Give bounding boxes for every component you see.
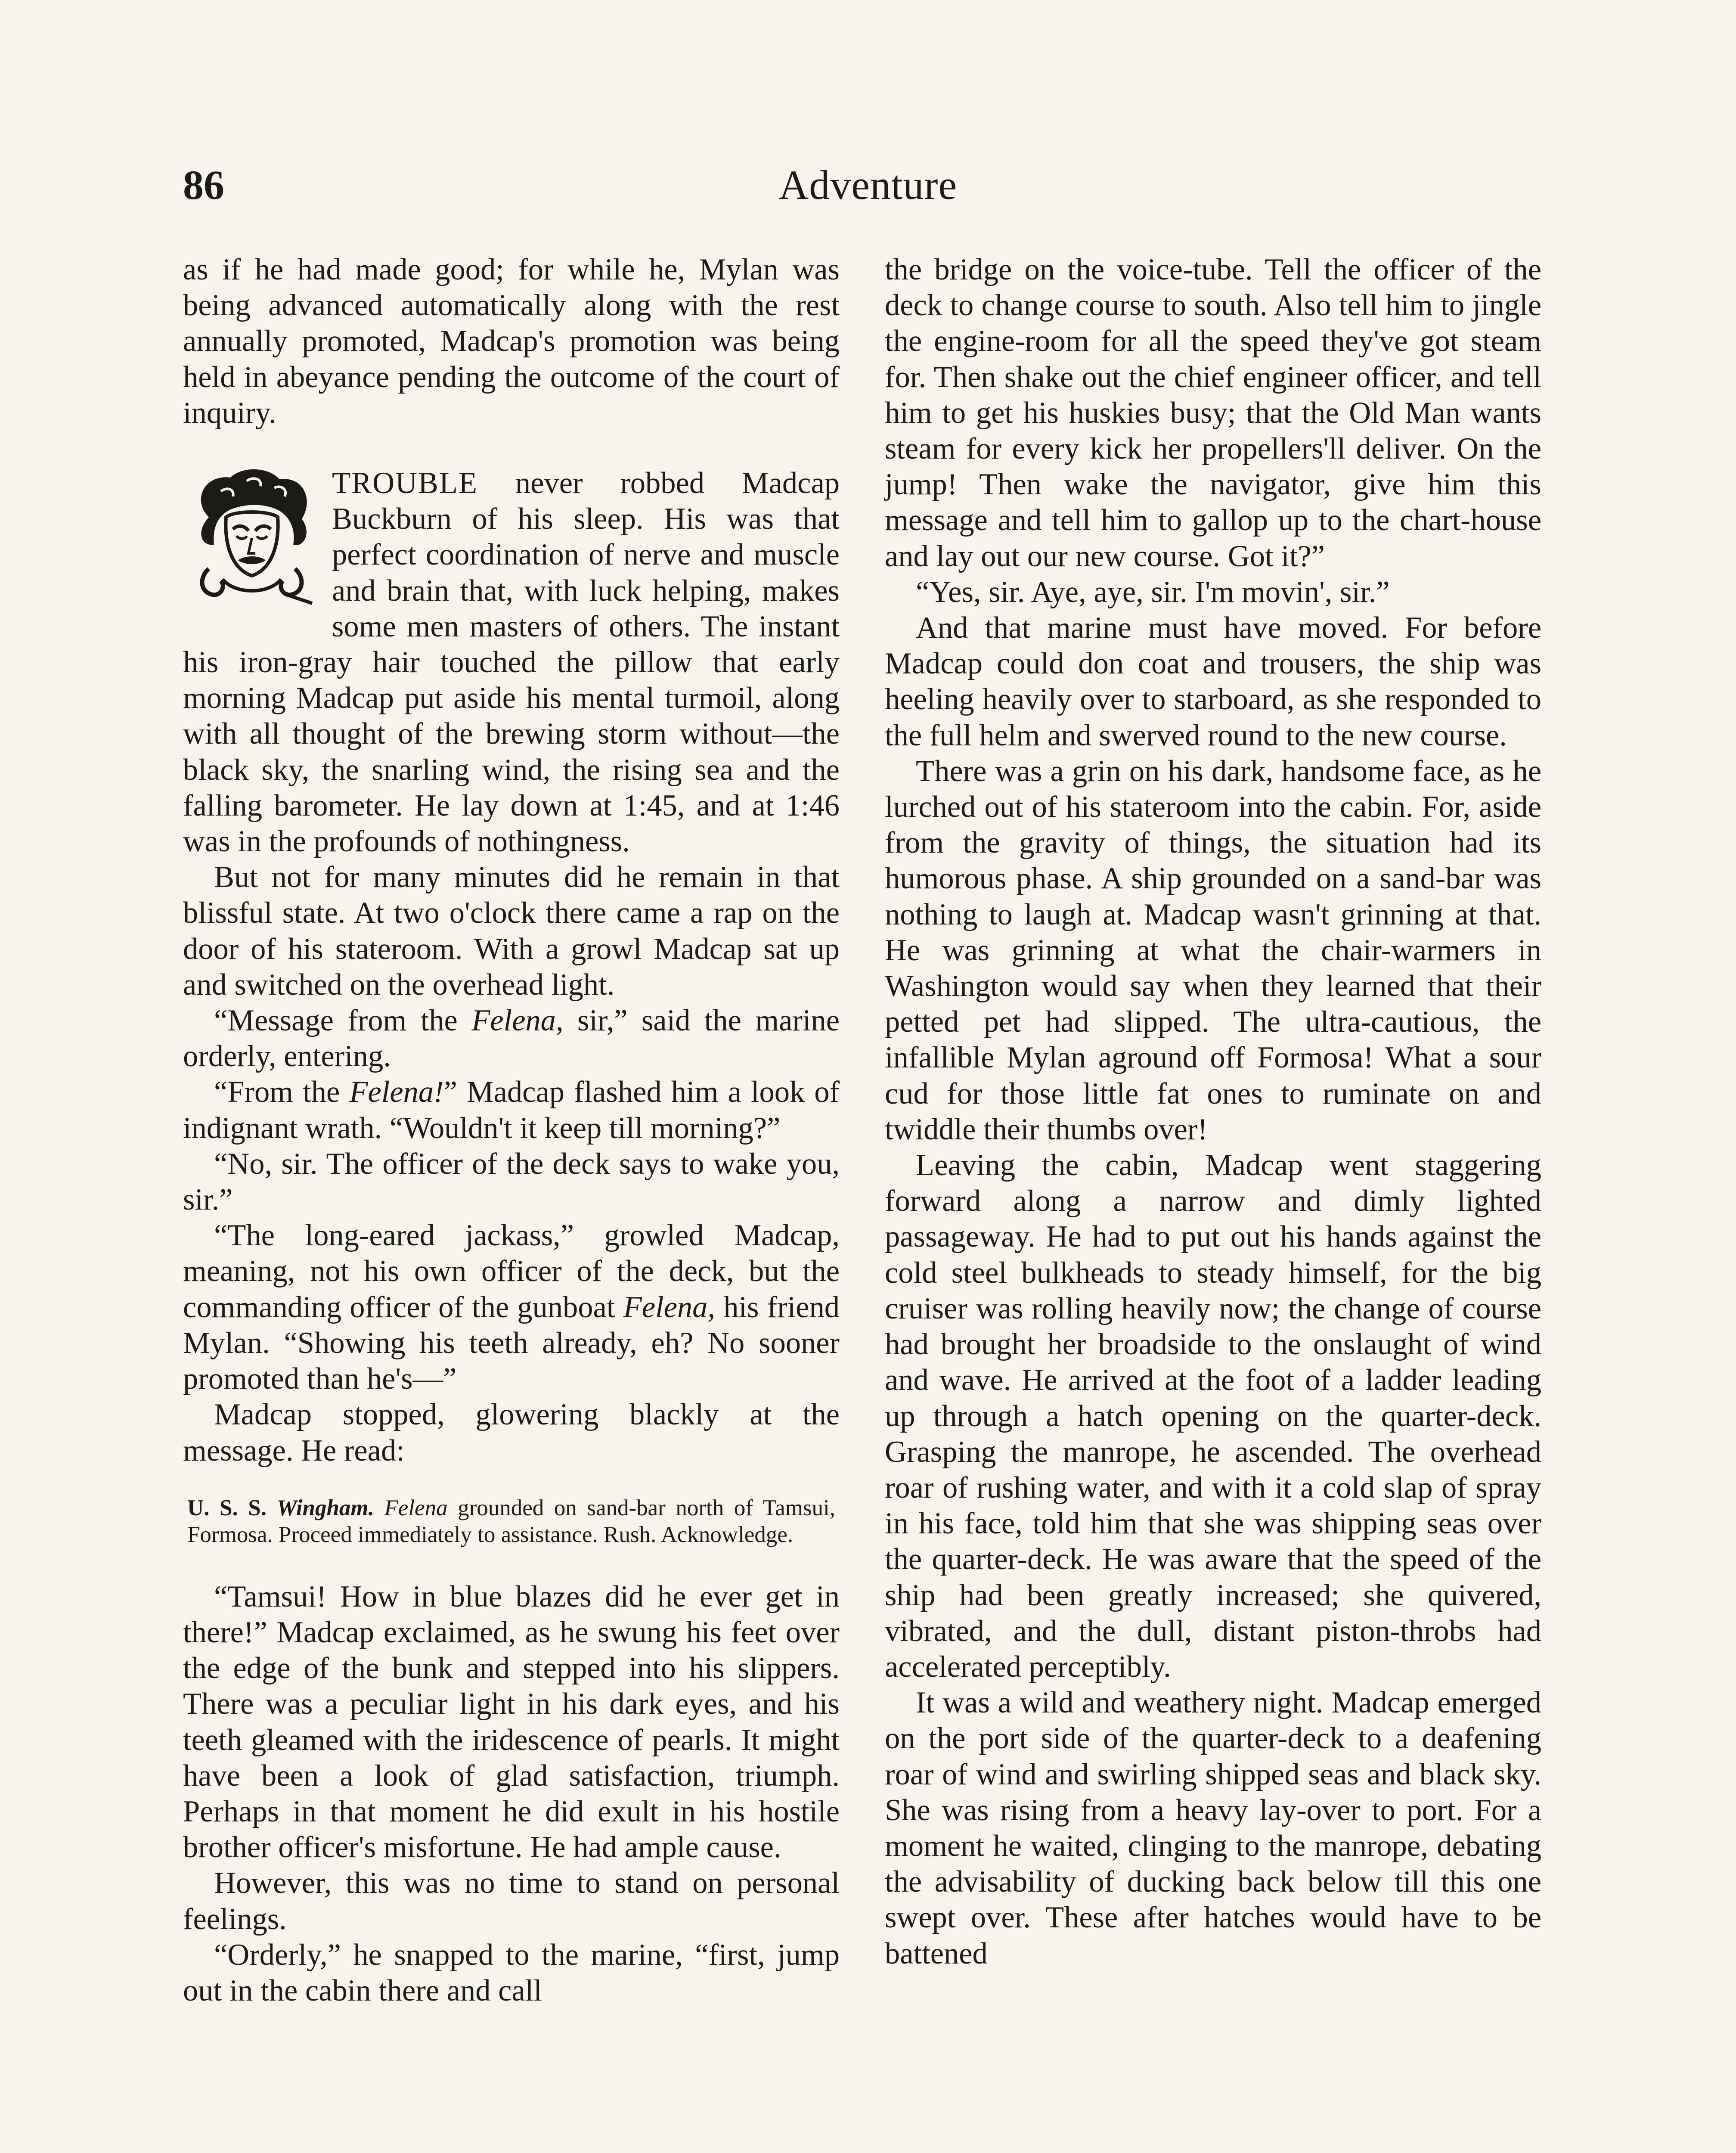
paragraph-orderly: “Orderly,” he snapped to the marine, “first, jump out in the cabin there and call	[183, 1938, 840, 2007]
paragraph-leaving: Leaving the cabin, Madcap went staggering forward along a narrow and dimly lighted passageway. He had to put out his hands against the cold steel bulkheads to steady himself, for the big cruiser was rolling heavily now; the change of course had brought her broadside to the onslaught of wind and wave. He arrived at the foot of a ladder leading up through a hatch opening on the quarter-deck. Grasping the manrope, he ascended. The overhead roar of rushing water, and with it a cold slap of spray in his face, told him that she was shipping seas over the quarter-deck. He was aware that the speed of the ship had been greatly increased; she quivered, vibrated, and the dull, distant piston-throbs had accelerated perceptibly.	[885, 1148, 1541, 1684]
bearded-face-ornament-icon	[183, 465, 321, 612]
left-column	[183, 252, 840, 2009]
text-span: “The long-eared jackass,” growled Madcap, meaning, not his own officer of the deck, but the commanding officer of the gunboat	[183, 1219, 840, 1324]
ship-name: Felena!	[349, 1075, 444, 1109]
text-span: “Message from the	[214, 1004, 472, 1038]
ship-name: Felena,	[623, 1290, 715, 1324]
text-span: his friend Mylan. “Showing his teeth already, eh? No sooner promoted than he's—”	[183, 1290, 840, 1396]
paragraph-wild-night: It was a wild and weathery night. Madcap emerged on the port side of the quarter-deck to a deafening roar of wind and swirling shipped seas and black sky. She was rising from a heavy lay-over to port. For a moment he waited, clinging to the manrope, debating the advisability of ducking back below till this one swept over. These after hatches would have to be battened	[885, 1686, 1541, 1970]
telegram-ship-grounded: Felena	[384, 1495, 448, 1520]
paragraph-jackass	[183, 1218, 840, 1397]
paragraph-grin: There was a grin on his dark, handsome face, as he lurched out of his stateroom into the cabin. For, aside from the gravity of things, the situation had its humorous phase. A ship grounded on a sand-bar was nothing to laugh at. Madcap wasn't grinning at that. He was grinning at what the chair-warmers in Washington would say when they learned that their petted pet had slipped. The ultra-cautious, the infallible Mylan aground off Formosa! What a sour cud for those little fat ones to ruminate on and twiddle their thumbs over!	[885, 754, 1541, 1146]
paragraph-message	[183, 1003, 840, 1074]
paragraph-blissful: But not for many minutes did he remain in that blissful state. At two o'clock there came a rap on the door of his stateroom. With a growl Madcap sat up and switched on the overhead light.	[183, 860, 840, 1002]
page-header	[0, 155, 1736, 215]
running-title: Adventure	[778, 162, 958, 208]
text-span: ” Madcap flashed him a look of indignant wrath. “Wouldn't it keep till morning?”	[183, 1075, 840, 1145]
telegram-message	[183, 1495, 840, 1548]
paragraph-bridge: the bridge on the voice-tube. Tell the officer of the deck to change course to south. Also tell him to jingle the engine-room for all the speed they've got steam for. Then shake out the chief engineer officer, and tell him to get his huskies busy; that the Old Man wants steam for every kick her propellers'll deliver. On the jump! Then wake the navigator, give him this message and tell him to gallop up to the chart-house and lay out our new course. Got it?”	[885, 253, 1541, 573]
paragraph-opening: as if he had made good; for while he, Mylan was being advanced automatically along with the rest annually promoted, Madcap's promotion was being held in abeyance pending the outcome of the court of inquiry.	[183, 253, 840, 430]
dropcap-lead: TROUBLE	[332, 466, 478, 500]
right-column	[885, 252, 1541, 1972]
paragraph-no-sir: “No, sir. The officer of the deck says to wake you, sir.”	[183, 1147, 840, 1217]
paragraph-tamsui: “Tamsui! How in blue blazes did he ever get in there!” Madcap exclaimed, as he swung his feet over the edge of the bunk and stepped into his slippers. There was a peculiar light in his dark eyes, and his teeth gleamed with the iridescence of pearls. It might have been a look of glad satisfaction, triumph. Perhaps in that moment he did exult in his hostile brother officer's misfortune. He had ample cause.	[183, 1579, 840, 1864]
paragraph-marine-moved: And that marine must have moved. For before Madcap could don coat and trousers, the ship was heeling heavily over to starboard, as she responded to the full helm and swerved round to the new course.	[885, 611, 1541, 752]
page-number: 86	[183, 162, 224, 208]
telegram-prefix: U. S. S.	[187, 1495, 277, 1520]
paragraph-stopped: Madcap stopped, glowering blackly at the message. He read:	[183, 1398, 840, 1467]
paragraph-from-felena	[183, 1074, 840, 1146]
text-span: “From the	[214, 1075, 350, 1109]
paragraph-yes-sir: “Yes, sir. Aye, aye, sir. I'm movin', sir.”	[916, 575, 1390, 609]
text-span: sir,” said the marine orderly, entering.	[183, 1004, 840, 1073]
ship-name: Felena,	[471, 1004, 564, 1038]
telegram-ship: Wingham.	[276, 1495, 374, 1520]
paragraph-however: However, this was no time to stand on personal feelings.	[183, 1866, 840, 1936]
paragraph-trouble-text: never robbed Madcap Buckburn of his sleep. His was that perfect coordination of nerve and muscle and brain that, with luck helping, makes some men masters of others. The instant his iron-gray hair touched the pillow that early morning Madcap put aside his mental turmoil, along with all thought of the brewing storm without—the black sky, the snarling wind, the rising sea and the falling barometer. He lay down at 1:45, and at 1:46 was in the profounds of nothingness.	[183, 466, 840, 859]
telegram-body: grounded on sand-bar north of Tamsui, Formosa. Proceed immediately to assistance. Rush. Acknowledge.	[187, 1495, 835, 1547]
section-start	[183, 465, 840, 859]
